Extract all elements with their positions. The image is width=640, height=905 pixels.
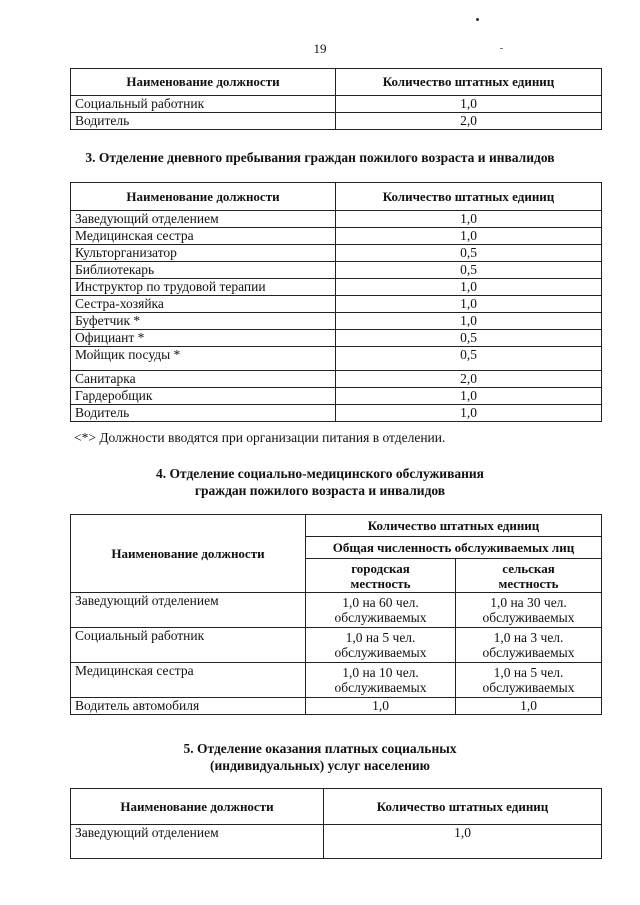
rural-unit: обслуживаемых — [482, 645, 575, 660]
section-4-title-line-1: 4. Отделение социально-медицинского обслуживания — [156, 466, 484, 481]
position-cell: Мойщик посуды * — [71, 347, 336, 371]
count-cell: 1,0 — [336, 228, 602, 245]
count-cell: 0,5 — [336, 330, 602, 347]
section-5-title-line-1: 5. Отделение оказания платных социальных — [183, 741, 457, 756]
table-row — [71, 113, 602, 130]
position-cell: Заведующий отделением — [71, 593, 306, 628]
urban-rate: 1,0 на 10 чел. — [342, 665, 419, 680]
count-cell: 1,0 — [324, 825, 602, 859]
rural-unit: обслуживаемых — [482, 610, 575, 625]
urban-rate: 1,0 на 5 чел. — [345, 630, 416, 645]
position-cell: Санитарка — [71, 371, 336, 388]
count-cell: 2,0 — [336, 113, 602, 130]
position-cell: Буфетчик * — [71, 313, 336, 330]
table-row — [71, 347, 602, 371]
table-row — [71, 663, 602, 698]
table-header-row — [71, 69, 602, 96]
position-cell: Сестра-хозяйка — [71, 296, 336, 313]
header-count: Количество штатных единиц — [306, 515, 602, 537]
header-rural-line-2: местность — [498, 575, 559, 591]
table-header-row — [71, 515, 602, 537]
table-row — [71, 825, 602, 859]
position-cell: Заведующий отделением — [71, 825, 324, 859]
position-cell: Медицинская сестра — [71, 228, 336, 245]
position-cell: Культорганизатор — [71, 245, 336, 262]
table-header-row — [71, 789, 602, 825]
position-cell: Библиотекарь — [71, 262, 336, 279]
header-total-served: Общая численность обслуживаемых лиц — [306, 537, 602, 559]
page-number: 19 — [313, 41, 327, 56]
rural-rate: 1,0 на 30 чел. — [490, 595, 567, 610]
count-cell: 1,0 — [336, 313, 602, 330]
urban-rate: 1,0 на 60 чел. — [342, 595, 419, 610]
rural-unit: обслуживаемых — [482, 680, 575, 695]
table-row — [71, 330, 602, 347]
header-position: Наименование должности — [71, 789, 324, 825]
position-cell: Водитель — [71, 405, 336, 422]
header-urban — [306, 559, 456, 593]
table-row — [71, 96, 602, 113]
position-cell: Социальный работник — [71, 628, 306, 663]
header-position: Наименование должности — [71, 69, 336, 96]
table-row — [71, 262, 602, 279]
rural-rate: 1,0 на 5 чел. — [493, 665, 564, 680]
table-row — [71, 245, 602, 262]
rural-rate: 1,0 на 3 чел. — [493, 630, 564, 645]
table-row — [71, 296, 602, 313]
urban-cell: 1,0 — [306, 698, 456, 715]
table-row — [71, 388, 602, 405]
table-section-4 — [70, 514, 602, 715]
section-5-title-line-2: (индивидуальных) услуг населению — [210, 758, 430, 773]
position-cell: Водитель автомобиля — [71, 698, 306, 715]
rural-cell — [456, 663, 602, 698]
header-count: Количество штатных единиц — [336, 183, 602, 211]
header-position: Наименование должности — [71, 515, 306, 593]
header-position: Наименование должности — [71, 183, 336, 211]
section-3-title: 3. Отделение дневного пребывания граждан пожилого возраста и инвалидов — [85, 150, 555, 165]
table-row — [71, 405, 602, 422]
table-row — [71, 371, 602, 388]
count-cell: 2,0 — [336, 371, 602, 388]
position-cell: Гардеробщик — [71, 388, 336, 405]
header-rural — [456, 559, 602, 593]
urban-unit: обслуживаемых — [334, 610, 427, 625]
table-section-5 — [70, 788, 602, 859]
count-cell: 1,0 — [336, 96, 602, 113]
table-header-row — [71, 183, 602, 211]
rural-cell — [456, 593, 602, 628]
footnote: <*> Должности вводятся при организации питания в отделении. — [74, 430, 446, 445]
table-row — [71, 211, 602, 228]
count-cell: 1,0 — [336, 211, 602, 228]
table-row — [71, 698, 602, 715]
count-cell: 1,0 — [336, 296, 602, 313]
count-cell: 0,5 — [336, 347, 602, 371]
count-cell: 1,0 — [336, 388, 602, 405]
urban-cell — [306, 663, 456, 698]
rural-cell — [456, 628, 602, 663]
table-row — [71, 628, 602, 663]
position-cell: Медицинская сестра — [71, 663, 306, 698]
position-cell: Заведующий отделением — [71, 211, 336, 228]
position-cell: Инструктор по трудовой терапии — [71, 279, 336, 296]
count-cell: 1,0 — [336, 279, 602, 296]
header-urban-line-1: городская — [351, 560, 410, 576]
count-cell: 1,0 — [336, 405, 602, 422]
header-rural-line-1: сельская — [502, 560, 555, 576]
count-cell: 0,5 — [336, 262, 602, 279]
table-row — [71, 313, 602, 330]
header-urban-line-2: местность — [350, 575, 411, 591]
count-cell: 0,5 — [336, 245, 602, 262]
ink-dot — [476, 18, 479, 21]
table-section-3 — [70, 182, 602, 422]
urban-cell — [306, 628, 456, 663]
rural-cell: 1,0 — [456, 698, 602, 715]
header-count: Количество штатных единиц — [324, 789, 602, 825]
position-cell: Официант * — [71, 330, 336, 347]
urban-unit: обслуживаемых — [334, 645, 427, 660]
urban-unit: обслуживаемых — [334, 680, 427, 695]
urban-cell — [306, 593, 456, 628]
section-4-title-line-2: граждан пожилого возраста и инвалидов — [194, 483, 446, 498]
table-row — [71, 279, 602, 296]
table-row — [71, 593, 602, 628]
header-count: Количество штатных единиц — [336, 69, 602, 96]
table-row — [71, 228, 602, 245]
position-cell: Водитель — [71, 113, 336, 130]
table-continuation — [70, 68, 602, 130]
position-cell: Социальный работник — [71, 96, 336, 113]
